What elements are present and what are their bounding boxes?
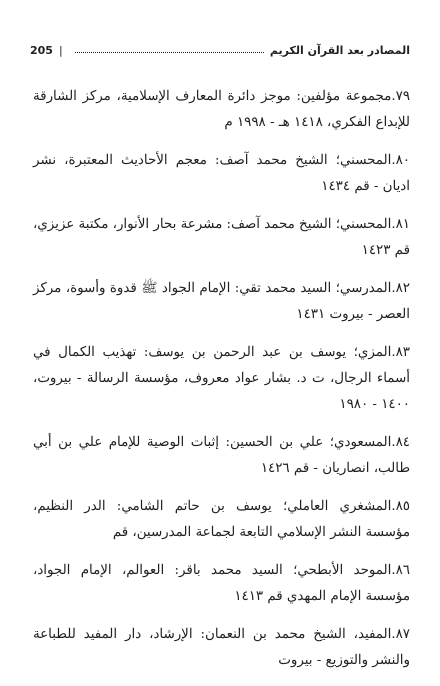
entry-number: ٨٥. [391, 499, 410, 514]
entry-text: المفيد، الشيخ محمد بن النعمان: الإرشاد، دار المفيد للطباعة والنشر والتوزيع - بيروت [33, 627, 410, 668]
entry-text: المشغري العاملي؛ يوسف بن حاتم الشامي: الدر النظيم، مؤسسة النشر الإسلامي التابعة لجماعة المدرسين، قم [33, 499, 410, 540]
entry-text: المدرسي؛ السيد محمد تقي: الإمام الجواد ﷺ قدوة وأسوة، مركز العصر - بيروت ١٤٣١ [33, 281, 410, 322]
entry-number: ٨٢. [391, 281, 410, 296]
entry-text: الموحد الأبطحي؛ السيد محمد باقر: العوالم، الإمام الجواد، مؤسسة الإمام المهدي قم ١٤١٣ [33, 563, 410, 604]
entry-text: مجموعة مؤلفين: موجز دائرة المعارف الإسلامية، مركز الشارقة للإبداع الفكري، ١٤١٨ هـ - ١٩٩٨ م [33, 89, 410, 130]
bibliography-entry [33, 558, 410, 610]
header-dot-leader [75, 52, 264, 53]
entry-text: المحسني؛ الشيخ محمد آصف: معجم الأحاديث المعتبرة، نشر اديان - قم ١٤٣٤ [33, 153, 410, 194]
bibliography-entry [33, 340, 410, 418]
entry-text: المزي؛ يوسف بن عبد الرحمن بن يوسف: تهذيب الكمال في أسماء الرجال، ت د. بشار عواد معروف، مؤسسة الرسالة - بيروت، ١٤٠٠ - ١٩٨٠ [33, 345, 410, 412]
entry-number: ٨٣. [391, 345, 410, 360]
bibliography-entry [33, 494, 410, 546]
bibliography-list [33, 84, 410, 686]
bibliography-entry [33, 622, 410, 674]
entry-number: ٨٠. [391, 153, 410, 168]
bibliography-entry [33, 84, 410, 136]
running-header-title: المصادر بعد القرآن الكريم [269, 43, 410, 57]
entry-number: ٨١. [391, 217, 410, 232]
entry-number: ٨٤. [391, 435, 410, 450]
bibliography-entry [33, 148, 410, 200]
header-separator: | [58, 43, 63, 57]
bibliography-entry [33, 276, 410, 328]
entry-text: المحسني؛ الشيخ محمد آصف: مشرعة بحار الأنوار، مكتبة عزيزي، قم ١٤٢٣ [32, 217, 410, 258]
entry-number: ٨٦. [391, 563, 410, 578]
bibliography-entry [33, 212, 410, 264]
entry-text: المسعودي؛ علي بن الحسين: إثبات الوصية للإمام علي بن أبي طالب، انصاريان - قم ١٤٢٦ [33, 435, 410, 476]
running-header [30, 40, 410, 60]
bibliography-entry [33, 430, 410, 482]
entry-number: ٧٩. [391, 89, 410, 104]
entry-number: ٨٧. [391, 627, 410, 642]
page-number: 205 [30, 43, 53, 57]
